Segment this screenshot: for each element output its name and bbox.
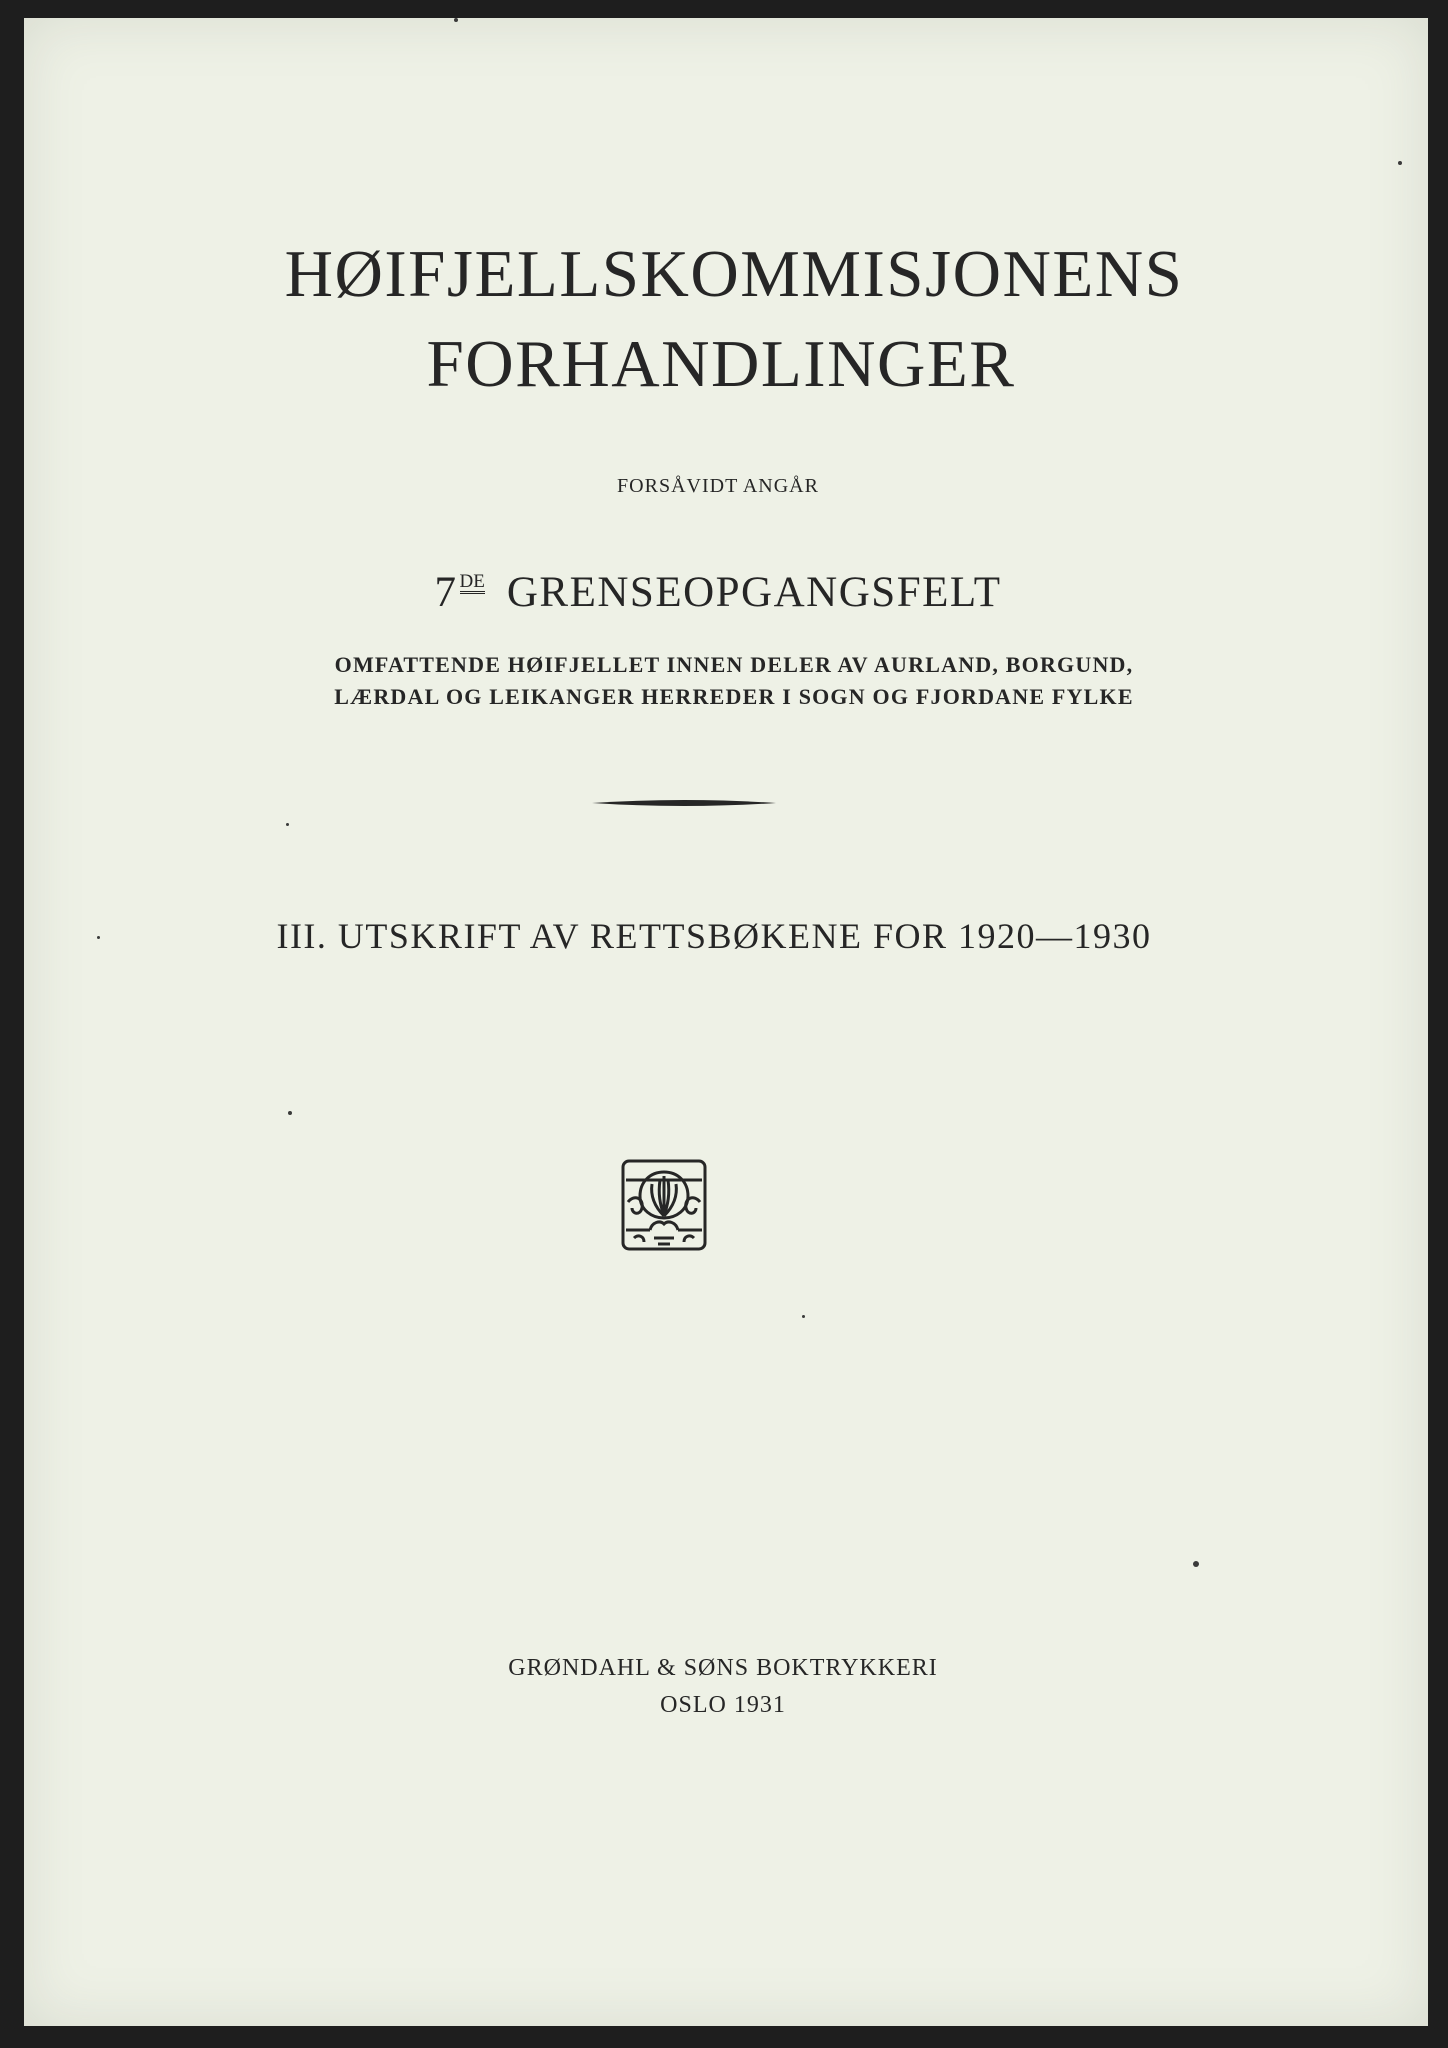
part-heading: III. UTSKRIFT AV RETTSBØKENE FOR 1920—1930 [276, 916, 1152, 956]
printer-name: GRØNDAHL & SØNS BOKTRYKKERI [508, 1655, 938, 1681]
paper-speck [97, 936, 100, 939]
ordinal-suffix: DE [459, 571, 485, 592]
field-name: GRENSEOPGANGSFELT [506, 569, 1002, 616]
tapered-rule-icon [592, 798, 776, 808]
paper-speck [288, 1111, 292, 1115]
paper-speck [454, 18, 458, 22]
paper-speck [1398, 161, 1402, 165]
field-heading [16, 568, 1420, 617]
paper-speck [802, 1315, 805, 1318]
description-line-2: LÆRDAL OG LEIKANGER HERREDER I SOGN OG FJORDANE FYLKE [334, 684, 1134, 709]
main-title-line-1: HØIFJELLSKOMMISJONENS [284, 237, 1184, 311]
ordinal-number: 7 [434, 569, 458, 616]
main-title-line-2: FORHANDLINGER [426, 327, 1016, 401]
printer-ornament-icon [620, 1158, 708, 1252]
title-page [24, 18, 1428, 2026]
subtitle-intro: FORSÅVIDT ANGÅR [617, 475, 819, 497]
description-line-1: OMFATTENDE HØIFJELLET INNEN DELER AV AURLAND, BORGUND, [334, 652, 1134, 677]
paper-speck [1193, 1561, 1199, 1567]
paper-speck [286, 823, 289, 826]
place-and-year: OSLO 1931 [660, 1692, 786, 1718]
